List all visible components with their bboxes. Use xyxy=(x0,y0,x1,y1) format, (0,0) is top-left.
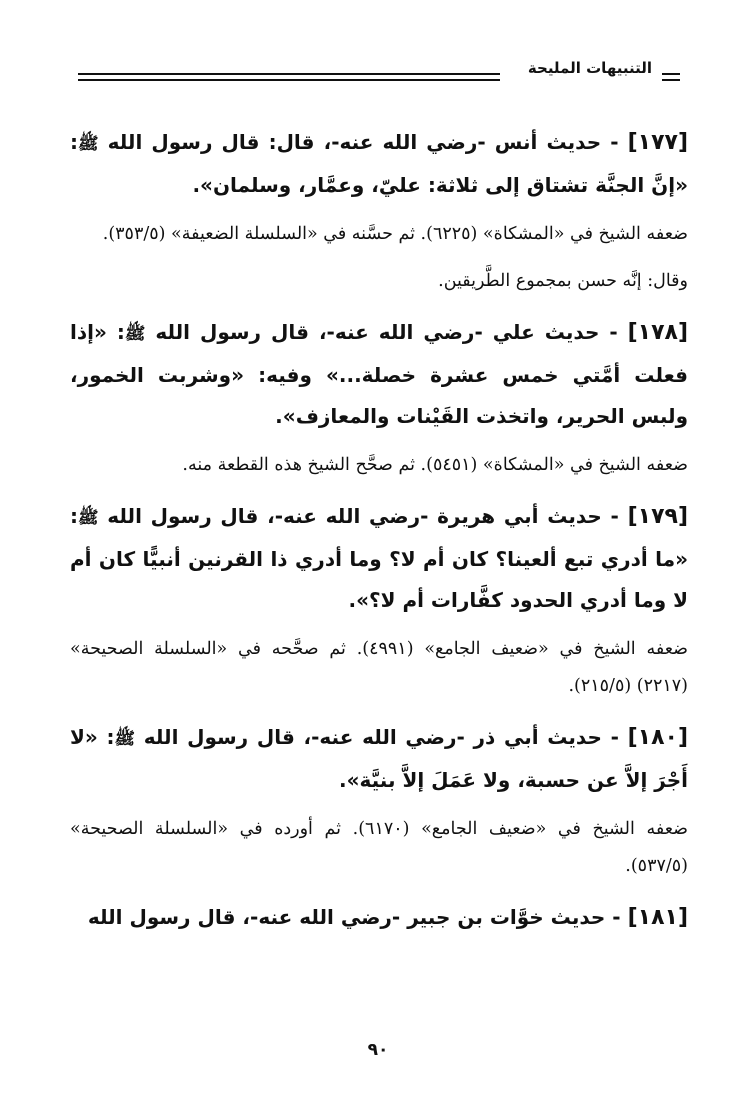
hadith-intro: - حديث أبي هريرة -رضي الله عنه-، قال رسول الله xyxy=(107,504,619,528)
hadith-number: [١٧٧] xyxy=(627,130,689,155)
hadith-178 xyxy=(70,312,688,437)
hadith-number: [١٨١] xyxy=(627,905,688,930)
page-number: ٩٠ xyxy=(367,1040,389,1060)
hadith-181 xyxy=(70,897,688,938)
page-body xyxy=(70,122,688,938)
hadith-intro: - حديث أنس -رضي الله عنه-، قال: قال رسول الله xyxy=(107,130,619,154)
book-title: التنبيهات المليحة xyxy=(527,59,652,77)
header-end-mark xyxy=(662,73,680,81)
salutation-glyph: ﷺ xyxy=(78,508,99,528)
salutation-glyph: ﷺ xyxy=(78,134,99,154)
running-header xyxy=(78,58,680,86)
grading-note: ضعفه الشيخ في «ضعيف الجامع» (٤٩٩١). ثم صحَّحه في «السلسلة الصحيحة» (٢٢١٧) (٢١٥/٥). xyxy=(70,639,688,696)
header-rule-top xyxy=(78,73,500,75)
hadith-intro: - حديث علي -رضي الله عنه-، قال رسول الله xyxy=(155,320,618,344)
hadith-text: : «ما أدري تبع ألعينا؟ كان أم لا؟ وما أدري ذا القرنين أنبيًّا كان أم لا وما أدري الحدود كفَّارات أم لا؟». xyxy=(70,504,688,612)
hadith-179 xyxy=(70,496,688,621)
grading-note: وقال: إنَّه حسن بمجموع الطَّريقين. xyxy=(438,271,688,291)
salutation-glyph: ﷺ xyxy=(124,324,146,344)
hadith-text: : «إذا فعلت أمَّتي خمس عشرة خصلة...» وفيه: «وشربت الخمور، ولبس الحرير، واتخذت القَيْنات والمعازف». xyxy=(70,320,688,428)
hadith-180 xyxy=(70,717,688,801)
salutation-glyph: ﷺ xyxy=(114,729,136,749)
hadith-text: : «إنَّ الجنَّة تشتاق إلى ثلاثة: عليّ، وعمَّار، وسلمان». xyxy=(70,130,688,197)
grading-note: ضعفه الشيخ في «ضعيف الجامع» (٦١٧٠). ثم أورده في «السلسلة الصحيحة» (٥٣٧/٥). xyxy=(70,819,689,876)
header-rule-bottom xyxy=(78,79,500,81)
hadith-number: [١٧٨] xyxy=(627,320,689,345)
hadith-text: : «لا أَجْرَ إلاَّ عن حسبة، ولا عَمَلَ إلاَّ بنيَّة». xyxy=(70,725,688,792)
hadith-number: [١٧٩] xyxy=(627,504,689,529)
hadith-intro: - حديث خوَّات بن جبير -رضي الله عنه-، قال رسول الله xyxy=(87,905,621,929)
hadith-177 xyxy=(70,122,688,206)
grading-note: ضعفه الشيخ في «المشكاة» (٥٤٥١). ثم صحَّح الشيخ هذه القطعة منه. xyxy=(182,455,688,475)
hadith-number: [١٨٠] xyxy=(627,725,689,750)
grading-note: ضعفه الشيخ في «المشكاة» (٦٢٢٥). ثم حسَّنه في «السلسلة الضعيفة» (٣٥٣/٥). xyxy=(102,224,688,244)
hadith-intro: - حديث أبي ذر -رضي الله عنه-، قال رسول الله xyxy=(143,725,619,749)
